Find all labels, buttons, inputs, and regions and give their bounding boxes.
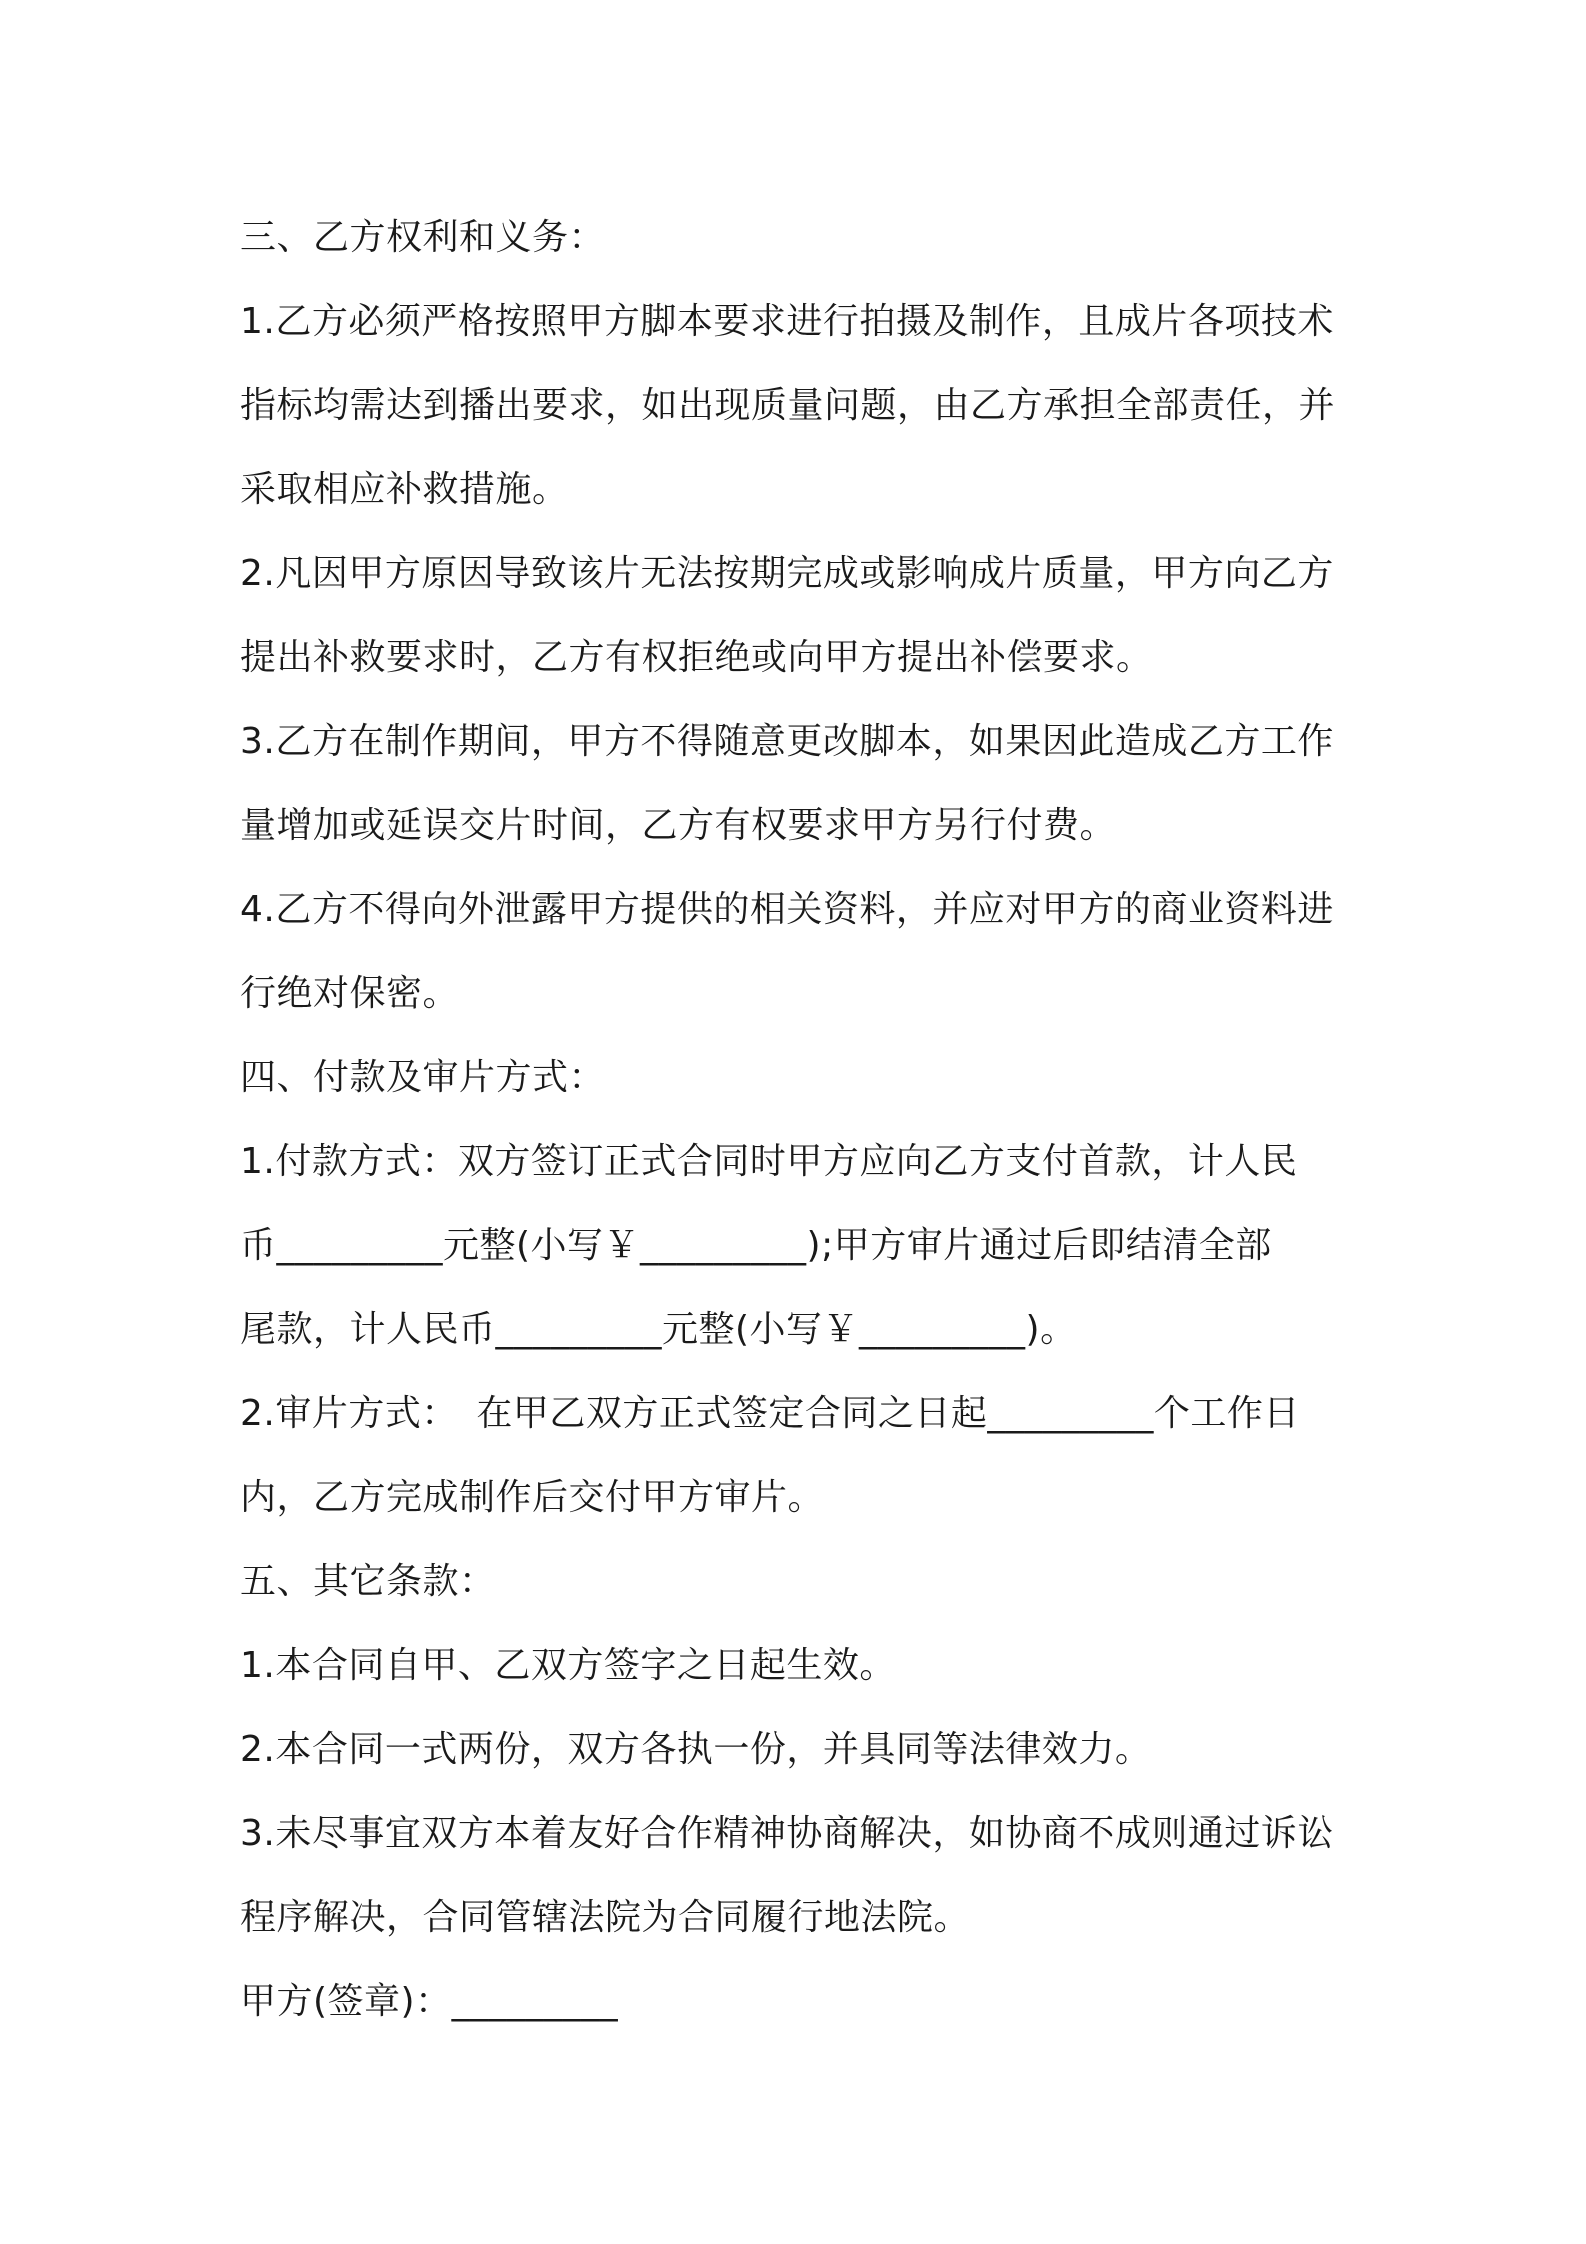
contract-text bbox=[240, 196, 1360, 2044]
clause-line: 尾款，计人民币_________元整(小写￥_________)。 bbox=[240, 1309, 1077, 1350]
section-heading-payment: 四、付款及审片方式： bbox=[240, 1057, 606, 1098]
clause-line: 币_________元整(小写￥_________);甲方审片通过后即结清全部 bbox=[240, 1225, 1272, 1266]
clause-line: 提出补救要求时，乙方有权拒绝或向甲方提出补偿要求。 bbox=[240, 637, 1153, 678]
clause-line: 3.乙方在制作期间，甲方不得随意更改脚本，如果因此造成乙方工作 bbox=[240, 721, 1334, 762]
clause-line: 量增加或延误交片时间，乙方有权要求甲方另行付费。 bbox=[240, 805, 1117, 846]
clause-line: 指标均需达到播出要求，如出现质量问题，由乙方承担全部责任，并 bbox=[240, 385, 1336, 426]
signature-line-party-a: 甲方(签章)：_________ bbox=[240, 1981, 619, 2022]
section-heading-other-terms: 五、其它条款： bbox=[240, 1561, 496, 1602]
clause-line: 2.凡因甲方原因导致该片无法按期完成或影响成片质量，甲方向乙方 bbox=[240, 553, 1334, 594]
section-heading-party-b-rights: 三、乙方权利和义务： bbox=[240, 217, 606, 258]
clause-line: 行绝对保密。 bbox=[240, 973, 460, 1014]
clause-line: 采取相应补救措施。 bbox=[240, 469, 569, 510]
clause-line: 2.审片方式： 在甲乙双方正式签定合同之日起_________个工作日 bbox=[240, 1393, 1300, 1434]
clause-line: 4.乙方不得向外泄露甲方提供的相关资料，并应对甲方的商业资料进 bbox=[240, 889, 1334, 930]
clause-line: 3.未尽事宜双方本着友好合作精神协商解决，如协商不成则通过诉讼 bbox=[240, 1813, 1334, 1854]
clause-line: 1.乙方必须严格按照甲方脚本要求进行拍摄及制作，且成片各项技术 bbox=[240, 301, 1334, 342]
clause-line: 1.付款方式：双方签订正式合同时甲方应向乙方支付首款，计人民 bbox=[240, 1141, 1298, 1182]
clause-line: 程序解决，合同管辖法院为合同履行地法院。 bbox=[240, 1897, 971, 1938]
clause-line: 2.本合同一式两份，双方各执一份，并具同等法律效力。 bbox=[240, 1729, 1152, 1770]
clause-line: 1.本合同自甲、乙双方签字之日起生效。 bbox=[240, 1645, 896, 1686]
clause-line: 内，乙方完成制作后交付甲方审片。 bbox=[240, 1477, 825, 1518]
